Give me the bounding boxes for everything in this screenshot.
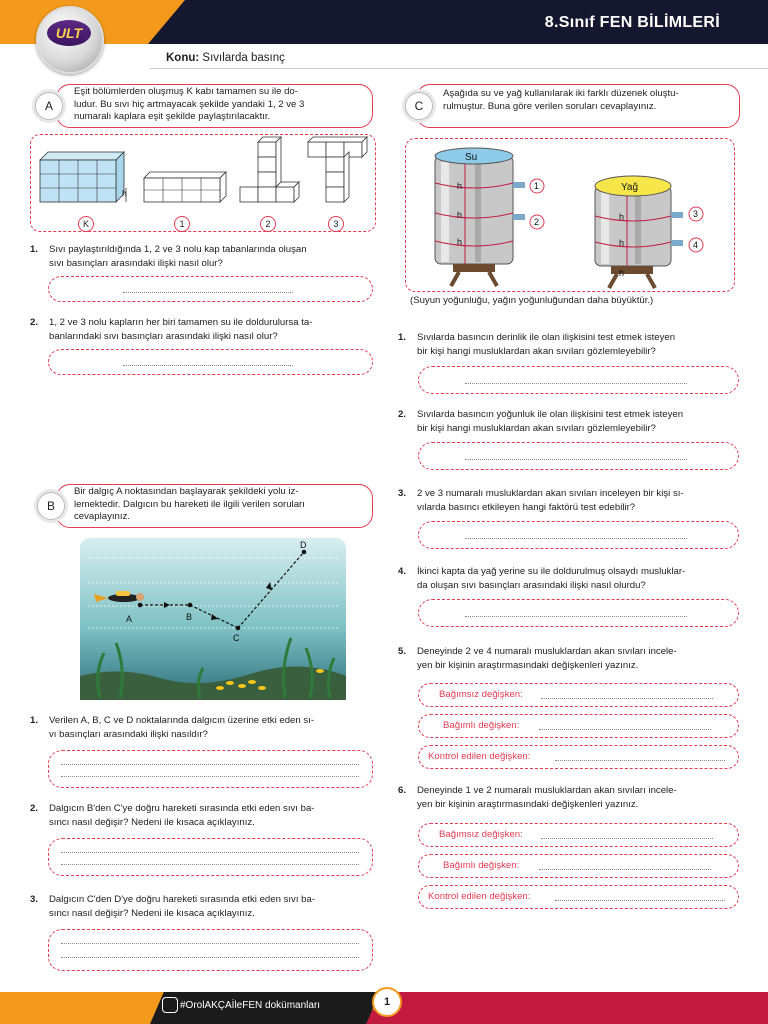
answer-c5-independent[interactable] bbox=[418, 683, 739, 707]
section-a-intro bbox=[74, 86, 369, 124]
tap-1-label: 1 bbox=[534, 181, 540, 191]
section-c-intro bbox=[443, 88, 738, 113]
question-b3 bbox=[30, 893, 375, 920]
h-label: h bbox=[457, 237, 463, 247]
question-line: Sıvı paylaştırıldığında 1, 2 ve 3 nolu kap tabanlarında oluşan bbox=[49, 244, 307, 255]
question-number: 1. bbox=[398, 332, 407, 343]
answer-line bbox=[465, 538, 687, 539]
dependent-label: Bağımlı değişken: bbox=[443, 860, 520, 871]
question-line: vılarda basıncı etkileyen hangi faktörü test edebilir? bbox=[417, 501, 636, 513]
answer-line bbox=[61, 776, 359, 777]
section-c-badge: C bbox=[405, 92, 433, 120]
answer-line bbox=[465, 383, 687, 384]
question-number: 3. bbox=[398, 488, 407, 499]
independent-label: Bağımsız değişken: bbox=[439, 689, 523, 700]
containers-figure bbox=[30, 134, 374, 230]
h-label: h bbox=[457, 210, 463, 220]
answer-line bbox=[61, 864, 359, 865]
question-c3 bbox=[398, 487, 743, 514]
point-d-label: D bbox=[300, 540, 307, 550]
question-line: yen bir kişinin araştırmasındaki değişkenleri yazınız. bbox=[417, 798, 639, 810]
h-label: h bbox=[619, 268, 625, 278]
question-line: 2 ve 3 numaralı musluklardan akan sıvıları inceleyen bir kişi sı- bbox=[417, 488, 684, 499]
answer-c6-independent[interactable] bbox=[418, 823, 739, 847]
question-number: 1. bbox=[30, 715, 39, 726]
question-b2 bbox=[30, 802, 375, 829]
question-line: Sıvılarda basıncın derinlik ile olan ilişkisini test etmek isteyen bbox=[417, 332, 676, 343]
divider bbox=[150, 68, 768, 69]
question-number: 3. bbox=[30, 894, 39, 905]
intro-line: cevaplayınız. bbox=[74, 511, 130, 522]
page-title: 8.Sınıf FEN BİLİMLERİ bbox=[544, 14, 720, 31]
container-1 bbox=[144, 172, 226, 202]
question-line: sıncı nasıl değişir? Nedeni ile kısaca açıklayınız. bbox=[49, 907, 255, 919]
answer-box-b3[interactable] bbox=[48, 929, 373, 971]
question-number: 2. bbox=[398, 409, 407, 420]
intro-line: Aşağıda su ve yağ kullanılarak iki farklı düzenek oluştu- bbox=[443, 88, 679, 99]
question-number: 2. bbox=[30, 803, 39, 814]
answer-box-b1[interactable] bbox=[48, 750, 373, 788]
answer-c6-control[interactable] bbox=[418, 885, 739, 909]
topic-label: Konu: bbox=[166, 52, 200, 64]
question-line: yen bir kişinin araştırmasındaki değişkenleri yazınız. bbox=[417, 659, 639, 671]
answer-box-c1[interactable] bbox=[418, 366, 739, 394]
answer-c5-dependent[interactable] bbox=[418, 714, 739, 738]
diver-figure bbox=[80, 538, 346, 700]
question-line: Dalgıcın B'den C'ye doğru hareketi sırasında etki eden sıvı ba- bbox=[49, 803, 315, 814]
question-a1 bbox=[30, 243, 375, 270]
tap-3-label: 3 bbox=[693, 209, 699, 219]
label-k: K bbox=[78, 216, 94, 232]
question-c5 bbox=[398, 645, 743, 672]
question-line: banlarındaki sıvı basınçları arasındaki ilişki nasıl olur? bbox=[49, 330, 278, 342]
answer-line bbox=[541, 698, 713, 699]
section-b-intro bbox=[74, 486, 369, 524]
water-label: Su bbox=[465, 152, 478, 163]
answer-line bbox=[61, 957, 359, 958]
question-line: İkinci kapta da yağ yerine su ile doldurulmuş olsaydı musluklar- bbox=[417, 566, 686, 577]
container-2 bbox=[240, 137, 299, 202]
question-number: 1. bbox=[30, 244, 39, 255]
topic-line bbox=[166, 52, 285, 64]
answer-line bbox=[123, 365, 293, 366]
intro-line: numaralı kaplara eşit şekilde paylaştırılacaktır. bbox=[74, 111, 271, 122]
answer-box-b2[interactable] bbox=[48, 838, 373, 876]
question-number: 6. bbox=[398, 785, 407, 796]
height-label: h bbox=[122, 189, 127, 198]
container-3 bbox=[308, 137, 367, 202]
oil-label: Yağ bbox=[621, 182, 639, 193]
question-c6 bbox=[398, 784, 743, 811]
intro-line: Bir dalgıç A noktasından başlayarak şekildeki yolu iz- bbox=[74, 486, 299, 497]
control-label: Kontrol edilen değişken: bbox=[428, 891, 531, 902]
question-line: Dalgıcın C'den D'ye doğru hareketi sırasında etki eden sıvı ba- bbox=[49, 894, 316, 905]
intro-line: ludur. Bu sıvı hiç artmayacak şekilde yandaki 1, 2 ve 3 bbox=[74, 98, 305, 110]
container-k bbox=[40, 152, 126, 202]
answer-line bbox=[541, 838, 713, 839]
h-label: h bbox=[619, 238, 625, 248]
h-label: h bbox=[619, 212, 625, 222]
question-b1 bbox=[30, 714, 375, 741]
label-1: 1 bbox=[174, 216, 190, 232]
answer-line bbox=[61, 943, 359, 944]
question-line: sıncı nasıl değişir? Nedeni ile kısaca açıklayınız. bbox=[49, 816, 255, 828]
question-number: 2. bbox=[30, 317, 39, 328]
answer-line bbox=[61, 764, 359, 765]
dependent-label: Bağımlı değişken: bbox=[443, 720, 520, 731]
answer-line bbox=[123, 292, 293, 293]
point-b-label: B bbox=[186, 612, 193, 622]
question-c2 bbox=[398, 408, 743, 435]
tap-2-label: 2 bbox=[534, 217, 540, 227]
answer-line bbox=[555, 900, 725, 901]
logo-text: ULT bbox=[47, 20, 91, 46]
question-line: Sıvılarda basıncın yoğunluk ile olan ilişkisini test etmek isteyen bbox=[417, 409, 684, 420]
tanks-figure bbox=[405, 138, 733, 290]
answer-line bbox=[465, 616, 687, 617]
answer-line bbox=[465, 459, 687, 460]
answer-box-c4[interactable] bbox=[418, 599, 739, 627]
point-a-label: A bbox=[126, 614, 133, 624]
answer-box-a2[interactable] bbox=[48, 349, 373, 375]
answer-c5-control[interactable] bbox=[418, 745, 739, 769]
intro-line: lemektedir. Dalgıcın bu hareketi ile ilgili verilen soruları bbox=[74, 498, 305, 510]
question-c4 bbox=[398, 565, 743, 592]
answer-line bbox=[61, 852, 359, 853]
independent-label: Bağımsız değişken: bbox=[439, 829, 523, 840]
answer-line bbox=[539, 729, 711, 730]
question-line: bir kişi hangi musluklardan akan sıvıları gözlemleyebilir? bbox=[417, 422, 656, 434]
question-line: 1, 2 ve 3 nolu kapların her biri tamamen su ile doldurulursa ta- bbox=[49, 317, 313, 328]
h-label: h bbox=[457, 181, 463, 191]
density-note: (Suyun yoğunluğu, yağın yoğunluğundan daha büyüktür.) bbox=[410, 295, 654, 306]
answer-box-c2[interactable] bbox=[418, 442, 739, 470]
question-line: da oluşan sıvı basınçları arasındaki ilişki nasıl olurdu? bbox=[417, 579, 646, 591]
intro-line: rulmuştur. Buna göre verilen soruları cevaplayınız. bbox=[443, 100, 657, 112]
answer-c6-dependent[interactable] bbox=[418, 854, 739, 878]
question-a2 bbox=[30, 316, 375, 343]
instagram-icon bbox=[162, 997, 178, 1013]
question-line: Verilen A, B, C ve D noktalarında dalgıcın üzerine etki eden sı- bbox=[49, 715, 315, 726]
question-line: bir kişi hangi musluklardan akan sıvıları gözlemleyebilir? bbox=[417, 345, 656, 357]
section-b-badge: B bbox=[37, 492, 65, 520]
oil-tank bbox=[595, 176, 683, 288]
question-line: Deneyinde 2 ve 4 numaralı musluklardan akan sıvıları incele- bbox=[417, 646, 677, 657]
page-number: 1 bbox=[372, 987, 402, 1017]
topic-value: Sıvılarda basınç bbox=[202, 52, 285, 64]
answer-line bbox=[539, 869, 711, 870]
question-line: vı basınçları arasındaki ilişki nasıldır? bbox=[49, 728, 208, 740]
point-c-label: C bbox=[233, 633, 240, 643]
label-2: 2 bbox=[260, 216, 276, 232]
water-tank bbox=[435, 148, 525, 286]
section-a-badge: A bbox=[35, 92, 63, 120]
question-line: sıvı basınçları arasındaki ilişki nasıl olur? bbox=[49, 257, 223, 269]
question-c1 bbox=[398, 331, 743, 358]
footer-text: #OrolAKÇAİleFEN dokümanları bbox=[180, 1000, 321, 1011]
question-number: 5. bbox=[398, 646, 407, 657]
tap-4-label: 4 bbox=[693, 240, 699, 250]
intro-line: Eşit bölümlerden oluşmuş K kabı tamamen su ile do- bbox=[74, 86, 298, 97]
control-label: Kontrol edilen değişken: bbox=[428, 751, 531, 762]
answer-box-c3[interactable] bbox=[418, 521, 739, 549]
answer-line bbox=[555, 760, 725, 761]
question-number: 4. bbox=[398, 566, 407, 577]
answer-box-a1[interactable] bbox=[48, 276, 373, 302]
question-line: Deneyinde 1 ve 2 numaralı musluklardan akan sıvıları incele- bbox=[417, 785, 677, 796]
label-3: 3 bbox=[328, 216, 344, 232]
